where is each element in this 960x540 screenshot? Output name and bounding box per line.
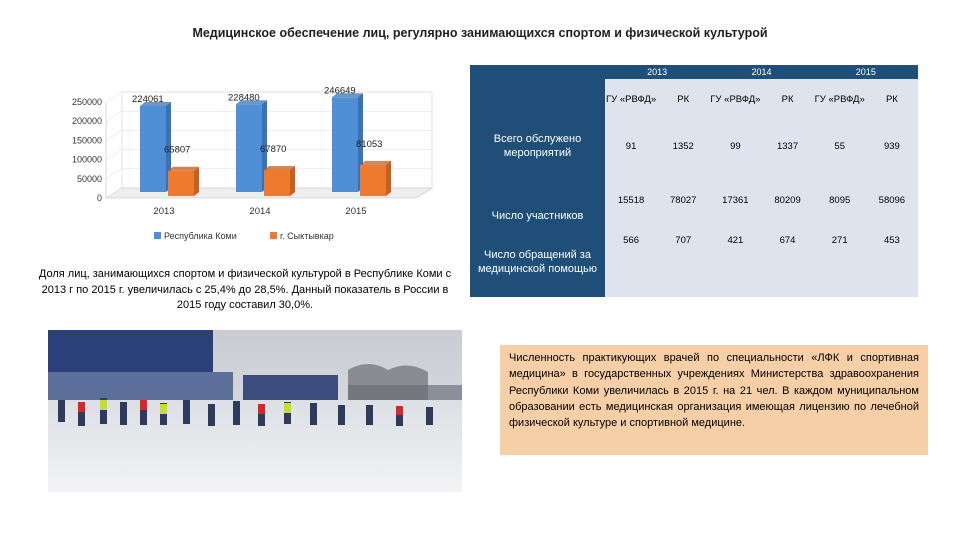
bar-komi-2015 bbox=[332, 97, 358, 192]
x-tick-label: 2015 bbox=[345, 206, 367, 217]
y-tick-label: 250000 bbox=[71, 97, 102, 107]
legend-label-komi: Республика Коми bbox=[164, 231, 237, 241]
table-row bbox=[470, 227, 918, 297]
y-tick-label: 50000 bbox=[76, 173, 102, 184]
bar-syktyvkar-2014 bbox=[264, 170, 290, 196]
gridline bbox=[106, 111, 122, 121]
y-tick-label: 0 bbox=[96, 193, 102, 203]
ski-race-photo bbox=[48, 330, 462, 492]
x-tick-label: 2014 bbox=[249, 206, 271, 217]
bar-komi-2013 bbox=[140, 106, 166, 192]
legend-swatch-komi bbox=[154, 232, 161, 239]
data-label: 224061 bbox=[132, 93, 164, 105]
bar-top bbox=[264, 166, 295, 170]
year-2014: 2014 bbox=[709, 65, 813, 79]
gridline bbox=[106, 92, 122, 102]
gridline bbox=[106, 150, 122, 160]
table-cell: 58096 bbox=[866, 173, 918, 227]
gridline bbox=[106, 169, 122, 179]
table-cell: 421 bbox=[709, 227, 761, 297]
table-cell: 17361 bbox=[709, 173, 761, 227]
chart-legend bbox=[154, 231, 334, 241]
table-cell: 939 bbox=[866, 119, 918, 173]
legend-label-syktyvkar: г. Сыктывкар bbox=[280, 231, 334, 241]
table-cell: 80209 bbox=[761, 173, 813, 227]
gridline bbox=[106, 130, 122, 140]
y-tick-label: 100000 bbox=[71, 154, 102, 165]
table-cell: 453 bbox=[866, 227, 918, 297]
bar-side bbox=[386, 161, 391, 196]
subheader-cell: ГУ «РВФД» bbox=[814, 79, 866, 119]
bar-side bbox=[194, 167, 199, 196]
y-tick-label: 200000 bbox=[71, 116, 102, 127]
table-cell: 99 bbox=[709, 119, 761, 173]
data-label: 65807 bbox=[164, 144, 191, 156]
row-label: Число участников bbox=[470, 173, 605, 227]
table-cell: 1337 bbox=[761, 119, 813, 173]
medical-stats-table bbox=[470, 65, 918, 297]
legend-swatch-syktyvkar bbox=[270, 232, 277, 239]
subheader-cell: РК bbox=[866, 79, 918, 119]
table-cell: 674 bbox=[761, 227, 813, 297]
table-row bbox=[470, 119, 918, 173]
bar-syktyvkar-2015 bbox=[360, 165, 386, 196]
year-2013: 2013 bbox=[605, 65, 709, 79]
x-tick-label: 2013 bbox=[153, 206, 175, 217]
chart-caption: Доля лиц, занимающихся спортом и физической культурой в Республике Коми с 2013 г по 2015 г. увеличилась с 25,4% до 28,5%. Данный показатель в России в 2015 году составил 30,0%. bbox=[38, 268, 452, 311]
page-title: Медицинское обеспечение лиц, регулярно занимающихся спортом и физической культурой bbox=[192, 26, 768, 40]
bar-top bbox=[168, 167, 199, 171]
table-cell: 566 bbox=[605, 227, 657, 297]
subheader-cell: ГУ «РВФД» bbox=[709, 79, 761, 119]
table-row bbox=[470, 173, 918, 227]
table-cell: 1352 bbox=[657, 119, 709, 173]
row-label: Всего обслужено мероприятий bbox=[470, 119, 605, 173]
data-label: 67870 bbox=[260, 143, 287, 155]
doctors-note: Численность практикующих врачей по специальности «ЛФК и спортивная медицина» в государственных учреждениях Министерства здравоохранения Республики Коми увеличилась в 2015 г. на 21 чел. В каждом муниципальном образовании есть медицинская организация имеющая лицензию по лечебной физической культуре и спортивной медицине. bbox=[500, 345, 928, 455]
year-2015: 2015 bbox=[814, 65, 918, 79]
subheader-cell: РК bbox=[761, 79, 813, 119]
bar-side bbox=[290, 166, 295, 196]
ski-race-illustration bbox=[48, 330, 462, 492]
data-label: 81053 bbox=[356, 138, 383, 150]
bar-syktyvkar-2013 bbox=[168, 171, 194, 196]
data-label: 228480 bbox=[228, 92, 260, 104]
table-cell: 707 bbox=[657, 227, 709, 297]
table-cell: 55 bbox=[814, 119, 866, 173]
table-cell: 78027 bbox=[657, 173, 709, 227]
table-cell: 91 bbox=[605, 119, 657, 173]
table-cell: 271 bbox=[814, 227, 866, 297]
y-tick-label: 150000 bbox=[71, 135, 102, 146]
subheader-cell: РК bbox=[657, 79, 709, 119]
data-label: 246649 bbox=[324, 85, 356, 97]
row-label: Число обращений за медицинской помощью bbox=[470, 227, 605, 297]
bar-top bbox=[360, 161, 391, 165]
subheader-cell: ГУ «РВФД» bbox=[605, 79, 657, 119]
table-corner bbox=[470, 65, 605, 119]
bar-chart bbox=[60, 70, 450, 250]
table-cell: 8095 bbox=[814, 173, 866, 227]
bar-komi-2014 bbox=[236, 104, 262, 192]
table-cell: 15518 bbox=[605, 173, 657, 227]
